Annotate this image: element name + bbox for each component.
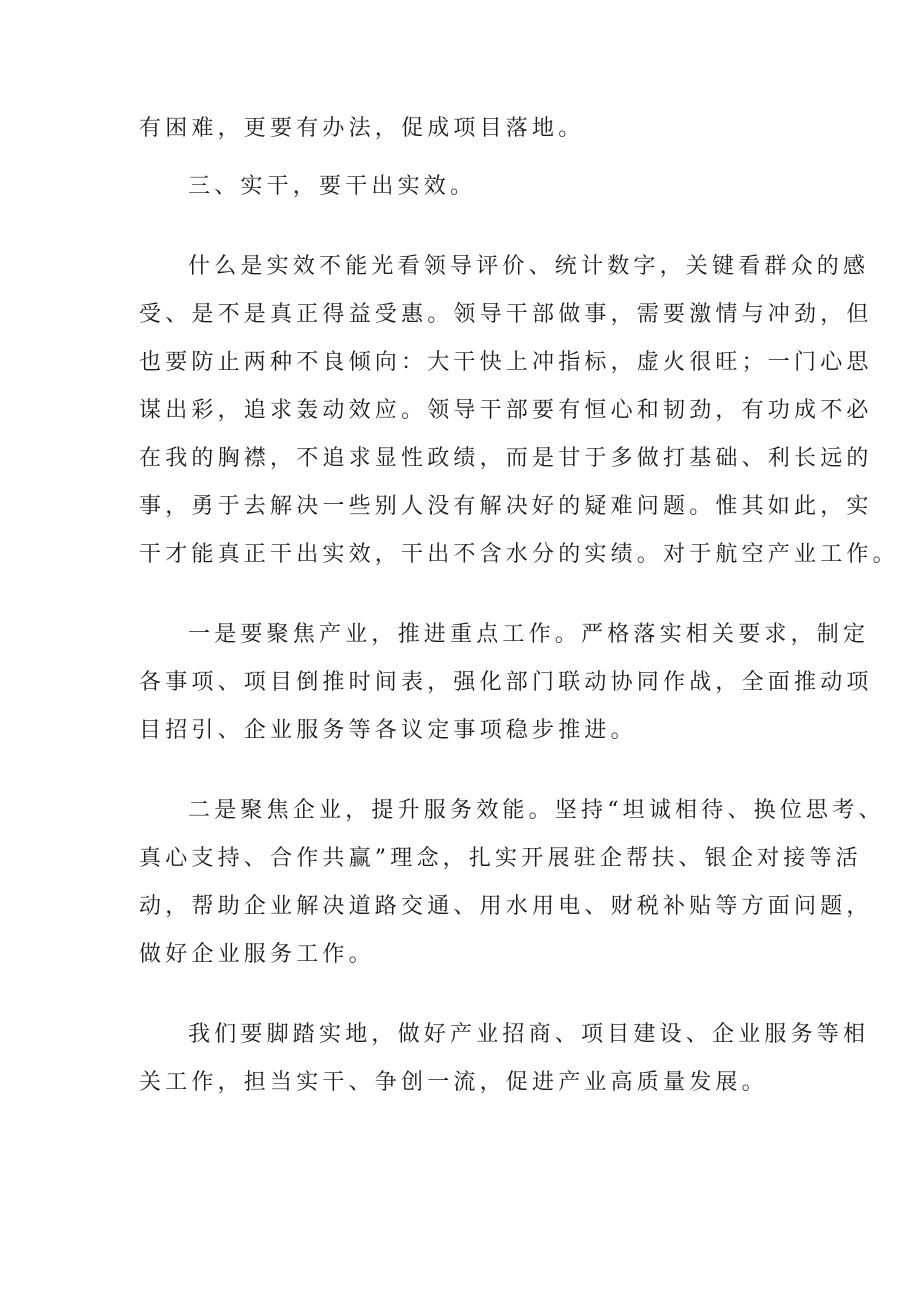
text-line: 关工作，担当实干、争创一流，促进产业高质量发展。 <box>139 1070 768 1095</box>
text-line: 目招引、企业服务等各议定事项稳步推进。 <box>139 718 637 743</box>
text-line: 一是要聚焦产业，推进重点工作。严格落实相关要求，制定 <box>188 622 870 647</box>
text-line: 谋出彩，追求轰动效应。领导干部要有恒心和韧劲，有功成不必 <box>139 398 873 423</box>
text-line: 做好企业服务工作。 <box>139 942 375 967</box>
text-line: 受、是不是真正得益受惠。领导干部做事，需要激情与冲劲，但 <box>139 302 873 327</box>
text-line: 什么是实效不能光看领导评价、统计数字，关键看群众的感 <box>188 254 870 279</box>
text-line: 我们要脚踏实地，做好产业招商、项目建设、企业服务等相 <box>188 1022 870 1047</box>
text-line: 各事项、项目倒推时间表，强化部门联动协同作战，全面推动项 <box>139 670 873 695</box>
text-line: 在我的胸襟，不追求显性政绩，而是甘于多做打基础、利长远的 <box>139 446 873 471</box>
text-line: 动，帮助企业解决道路交通、用水用电、财税补贴等方面问题， <box>139 894 873 919</box>
text-line: 真心支持、合作共赢”理念，扎实开展驻企帮扶、银企对接等活 <box>139 846 862 871</box>
text-line: 事，勇于去解决一些别人没有解决好的疑难问题。惟其如此，实 <box>139 494 873 519</box>
section-heading: 三、实干，要干出实效。 <box>188 174 477 199</box>
text-line: 二是聚焦企业，提升服务效能。坚持“坦诚相待、换位思考、 <box>188 798 885 823</box>
text-line: 干才能真正干出实效，干出不含水分的实绩。对于航空产业工作。 <box>139 542 899 567</box>
text-line: 也要防止两种不良倾向：大干快上冲指标，虚火很旺；一门心思 <box>139 350 873 375</box>
text-line: 有困难，更要有办法，促成项目落地。 <box>139 116 585 141</box>
